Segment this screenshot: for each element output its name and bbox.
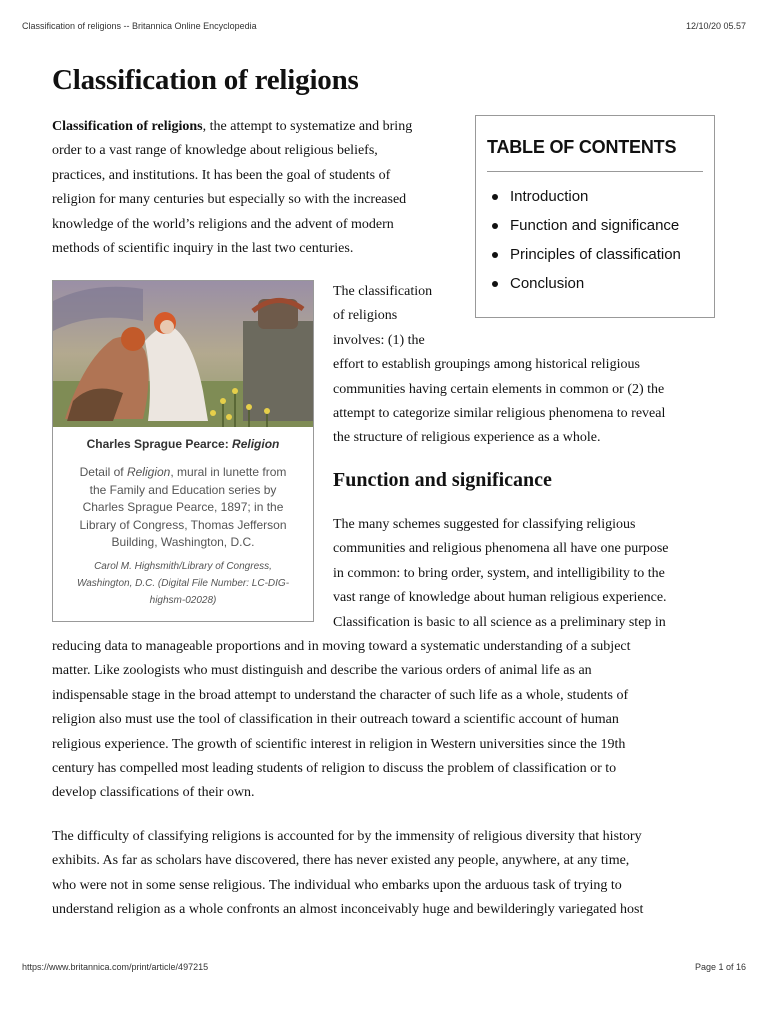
paragraph-line: vast range of knowledge about human religious experience.: [333, 590, 667, 606]
paragraph-function-column: [333, 513, 669, 635]
intro-line: religion for many centuries but especially so with the increased: [52, 192, 407, 208]
intro-paragraph: [52, 115, 412, 261]
paragraph-line: involves: (1) the: [333, 332, 425, 348]
figure-artist: Charles Sprague Pearce:: [86, 437, 233, 451]
figure-credit-line: highsm-02028): [149, 595, 217, 606]
print-header-datetime: 12/10/20 05.57: [685, 21, 746, 31]
bullet-icon: [492, 252, 498, 258]
paragraph-line: indispensable stage in the broad attempt to understand the character of such life as a whole, students of: [52, 687, 629, 703]
paragraph-line: reducing data to manageable proportions and in moving toward a systematic understanding of a subject: [52, 639, 631, 654]
figure-desc-text: , mural in lunette from: [170, 465, 287, 479]
intro-line: methods of scientific inquiry in the last two centuries.: [52, 241, 354, 257]
paragraph-line: in common: to bring order, system, and intelligibility to the: [333, 565, 665, 581]
paragraph-line: of religions: [333, 308, 398, 324]
paragraph-line: The many schemes suggested for classifying religious: [333, 517, 636, 532]
figure-religion-mural: [52, 280, 314, 622]
toc-item-label: Principles of classification: [510, 246, 681, 263]
paragraph-line: religion also must use the tool of classification in their outreach toward a scientific account of human: [52, 712, 619, 728]
toc-item-label: Function and significance: [510, 217, 680, 234]
paragraph-line: century has compelled most leading students of religion to discuss the problem of classification or to: [52, 761, 617, 777]
toc-item-function-and-significance[interactable]: [510, 215, 681, 244]
bullet-icon: [492, 223, 498, 229]
figure-credit-line: Washington, D.C. (Digital File Number: LC-DIG-: [76, 578, 290, 589]
print-footer-page-number: Page 1 of 16: [694, 962, 746, 972]
paragraph-line: attempt to categorize similar religious phenomena to reveal: [333, 406, 666, 422]
paragraph-line: The classification: [333, 284, 433, 299]
paragraph-line: The difficulty of classifying religions is accounted for by the immensity of religious diversity that history: [52, 829, 642, 844]
paragraph-line: understand religion as a whole confronts an almost inconceivably huge and bewilderingly variegated host: [52, 902, 644, 918]
toc-divider: [487, 171, 703, 172]
paragraph-difficulty: [52, 825, 643, 923]
mural-image[interactable]: [53, 281, 313, 427]
figure-credit-line: Carol M. Highsmith/Library of Congress,: [94, 561, 272, 572]
paragraph-line: who were not in some sense religious. The individual who embarks upon the arduous task of trying to: [52, 877, 622, 893]
paragraph-line: develop classifications of their own.: [52, 785, 255, 801]
toc-item-introduction[interactable]: [510, 186, 681, 215]
paragraph-line: communities and religious phenomena all have one purpose: [333, 541, 669, 557]
paragraph-line: matter. Like zoologists who must distinguish and describe the various orders of animal life as an: [52, 663, 592, 679]
toc-title: TABLE OF CONTENTS: [487, 137, 677, 157]
toc-item-principles-of-classification[interactable]: [510, 244, 681, 273]
figure-caption-title: [53, 437, 313, 451]
figure-desc-line: Charles Sprague Pearce, 1897; in the: [82, 500, 284, 515]
paragraph-line: communities having certain elements in common or (2) the: [333, 381, 665, 397]
article-title: Classification of religions: [52, 64, 359, 96]
figure-desc-text: Detail of: [79, 465, 127, 479]
paragraph-line: religious experience. The growth of scientific interest in religion in Western universities since the 19th: [52, 736, 626, 752]
paragraph-line: the structure of religious experience as a whole.: [333, 430, 601, 446]
print-footer-url: https://www.britannica.com/print/article/497215: [22, 962, 209, 972]
figure-desc-line: the Family and Education series by: [89, 482, 277, 497]
figure-desc-italic: Religion: [126, 465, 171, 479]
figure-credit: [61, 558, 305, 609]
paragraph-line: effort to establish groupings among historical religious: [333, 357, 640, 373]
section-heading-function: Function and significance: [333, 469, 552, 491]
intro-line: knowledge of the world’s religions and the advent of modern: [52, 216, 394, 232]
figure-work-title: Religion: [232, 437, 280, 451]
print-header-title: Classification of religions -- Britannica Online Encyclopedia: [22, 21, 257, 31]
intro-line: , the attempt to systematize and bring: [202, 119, 413, 134]
toc-item-label: Conclusion: [510, 275, 585, 292]
figure-description: [63, 464, 303, 552]
figure-desc-line: Library of Congress, Thomas Jefferson: [79, 517, 287, 532]
paragraph-line: exhibits. As far as scholars have discovered, there has never existed any people, anywhere, at any time,: [52, 853, 630, 869]
figure-desc-line: Building, Washington, D.C.: [111, 535, 255, 550]
intro-line: practices, and institutions. It has been the goal of students of: [52, 167, 391, 183]
bullet-icon: [492, 194, 498, 200]
intro-bold-term: Classification of religions: [52, 119, 203, 134]
intro-line: order to a vast range of knowledge about religious beliefs,: [52, 143, 378, 159]
paragraph-classification: [333, 280, 665, 451]
paragraph-function-full: [52, 635, 631, 806]
paragraph-line: Classification is basic to all science as a preliminary step in: [333, 614, 666, 630]
toc-item-label: Introduction: [510, 188, 589, 205]
